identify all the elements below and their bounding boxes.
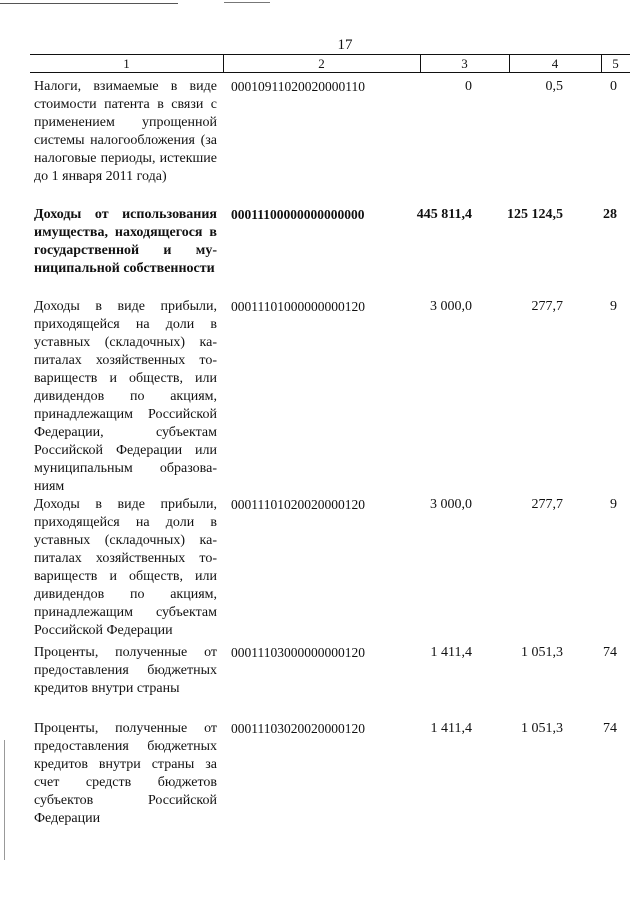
top-edge-line [224,2,270,3]
page-number: 17 [337,37,353,53]
row-name: Доходы в виде прибыли, приходящейся на доли в уставных (складочных) капиталах хозяйственных товариществ и обществ, или дивидендов по акциям, принадлежащим Российской Федерации, субъектам Российской Федерации или муниципальным образованиям [34,299,217,494]
row-name: Проценты, полученные от предоставления бюджетных кредитов внутри страны [34,645,217,696]
row-code: 00011100000000000000 [231,207,365,222]
column-header-2: 2 [318,56,325,71]
column-header-4: 4 [551,56,559,71]
row-code: 00010911020020000110 [231,79,365,94]
row-fact: 0,5 [545,79,563,94]
row-plan: 1 411,4 [430,721,472,736]
row-name: Доходы в виде прибыли, приходящейся на доли в уставных (складочных) капиталах хозяйственных товариществ и обществ, или дивидендов по акциям, принадлежащим субъектам Российской Федерации [34,497,217,638]
row-percent: 9 [610,299,617,314]
row-plan: 3 000,0 [430,299,472,314]
row-name: Доходы от использования имущества, находящегося в государственной и муниципальной собственности [34,207,217,276]
row-percent: 74 [603,645,617,660]
row-percent: 28 [603,207,617,222]
row-code: 00011103000000000120 [231,645,365,660]
row-plan: 3 000,0 [430,497,472,512]
row-fact: 125 124,5 [507,207,563,222]
row-name: Налоги, взимаемые в виде стоимости патента в связи с применением упрощенной системы налогообложения (за налоговые периоды, истекшие до 1 января 2011 года) [34,79,217,184]
row-fact: 277,7 [531,497,563,512]
row-name: Проценты, полученные от предоставления бюджетных кредитов внутри страны за счет средств бюджетов субъектов Российской Федерации [34,721,217,826]
column-header-3: 3 [461,56,468,71]
row-fact: 277,7 [531,299,563,314]
top-edge-line [0,3,178,4]
row-percent: 9 [610,497,617,512]
row-fact: 1 051,3 [521,721,563,736]
scan-edge-mark [4,740,5,860]
row-code: 00011101020020000120 [231,497,365,512]
table-header [30,54,630,73]
row-fact: 1 051,3 [521,645,563,660]
row-percent: 0 [610,79,617,94]
row-plan: 445 811,4 [416,207,472,222]
row-percent: 74 [603,721,617,736]
row-plan: 1 411,4 [430,645,472,660]
column-header-5: 5 [612,56,619,71]
column-header-1: 1 [123,56,130,71]
row-plan: 0 [465,79,472,94]
row-code: 00011101000000000120 [231,299,365,314]
row-code: 00011103020020000120 [231,721,365,736]
